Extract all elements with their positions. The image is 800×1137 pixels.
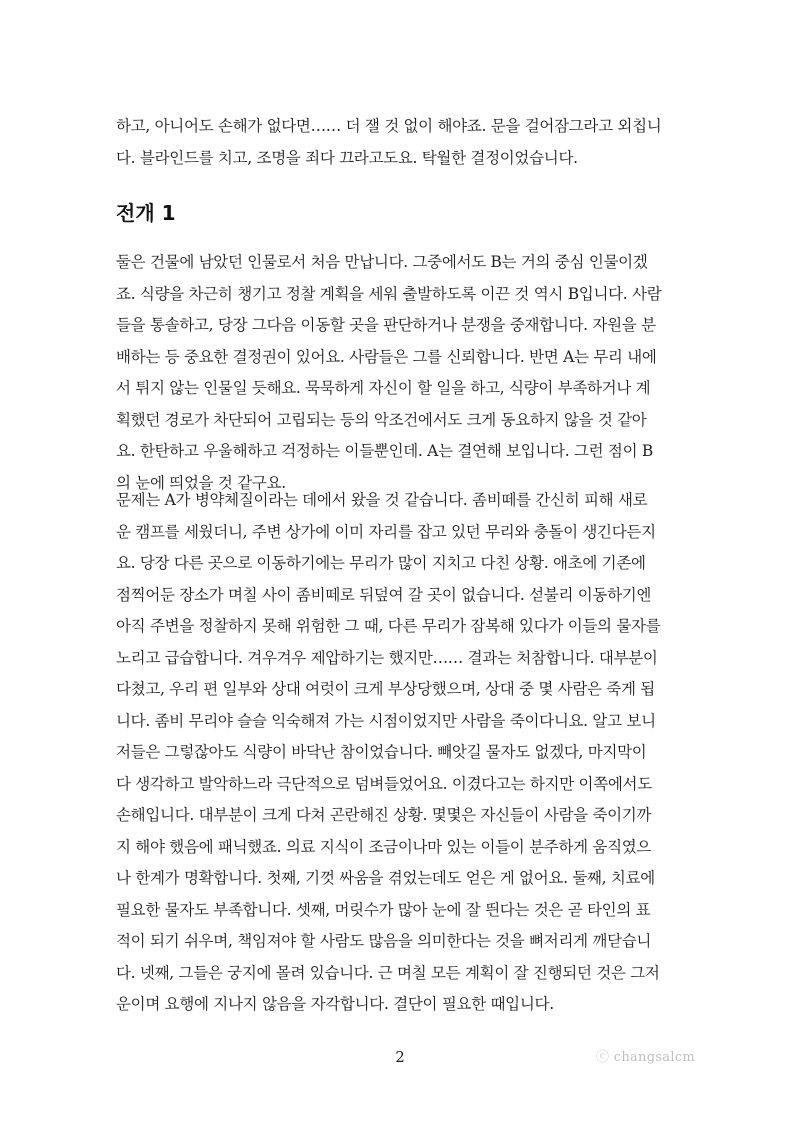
- paragraph-line: 서 튀지 않는 인물일 듯해요. 묵묵하게 자신이 할 일을 하고, 식량이 부족하거나 계: [116, 379, 651, 397]
- paragraph-line: 요. 당장 다른 곳으로 이동하기에는 무리가 많이 지치고 다친 상황. 애초에 기존에: [116, 554, 646, 572]
- paragraph-line: 필요한 물자도 부족합니다. 셋째, 머릿수가 많아 눈에 잘 띈다는 것은 곧 타인의 표: [116, 900, 651, 919]
- paragraph-line: 의 눈에 띄었을 것 같구요.: [116, 473, 286, 492]
- paragraph-line: 점찍어둔 장소가 며칠 사이 좀비떼로 뒤덮여 갈 곳이 없습니다. 섣불리 이동하기엔: [116, 585, 652, 604]
- paragraph-line: 손해입니다. 대부분이 크게 다쳐 곤란해진 상황. 몇몇은 자신들이 사람을 죽이기까: [116, 806, 652, 824]
- paragraph-line: 운 캠프를 세웠더니, 주변 상가에 이미 자리를 잡고 있던 무리와 충돌이 생긴다든지: [116, 522, 656, 541]
- section-heading: 전개 1: [116, 201, 176, 225]
- paragraph-line: 노리고 급습합니다. 겨우겨우 제압하기는 했지만…… 결과는 처참합니다. 대부분이: [116, 648, 658, 667]
- paragraph-line: 다. 블라인드를 치고, 조명을 죄다 끄라고도요. 탁월한 결정이었습니다.: [116, 148, 578, 167]
- paragraph-line: 지 해야 했음에 패닉했죠. 의료 지식이 조금이나마 있는 이들이 분주하게 움직였으: [116, 837, 652, 856]
- paragraph-line: 다 생각하고 발악하느라 극단적으로 덤벼들었어요. 이겼다고는 하지만 이쪽에서도: [116, 774, 652, 793]
- paragraph-1: [116, 247, 686, 499]
- paragraph-line: 아직 주변을 정찰하지 못해 위험한 그 때, 다른 무리가 잠복해 있다가 이들의 물자를: [116, 617, 661, 635]
- intro-paragraph: [116, 111, 686, 174]
- paragraph-2: [116, 485, 686, 1021]
- paragraph-line: 저들은 그렇잖아도 식량이 바닥난 참이었습니다. 빼앗길 물자도 없겠다, 마지막이: [116, 743, 647, 761]
- paragraph-line: 죠. 식량을 차근히 챙기고 정찰 계획을 세워 출발하도록 이끈 것 역시 B입니다. 사람: [116, 284, 662, 303]
- paragraph-line: 배하는 등 중요한 결정권이 있어요. 사람들은 그를 신뢰합니다. 반면 A는 무리 내에: [116, 347, 657, 366]
- paragraph-line: 다. 넷째, 그들은 궁지에 몰려 있습니다. 근 며칠 모든 계획이 잘 진행되던 것은 그저: [116, 963, 660, 982]
- paragraph-line: 운이며 요행에 지나지 않음을 자각합니다. 결단이 필요한 때입니다.: [116, 995, 554, 1013]
- paragraph-line: 적이 되기 쉬우며, 책임져야 할 사람도 많음을 의미한다는 것을 뼈저리게 깨닫습니: [116, 932, 652, 950]
- paragraph-line: 들을 통솔하고, 당장 그다음 이동할 곳을 판단하거나 분쟁을 중재합니다. 자원을 분: [116, 316, 656, 334]
- page-number: 2: [395, 1048, 405, 1066]
- paragraph-line: 요. 한탄하고 우울해하고 걱정하는 이들뿐인데. A는 결연해 보입니다. 그런 점이 B: [116, 442, 654, 460]
- paragraph-line: 다쳤고, 우리 편 일부와 상대 여럿이 크게 부상당했으며, 상대 중 몇 사람은 죽게 됩: [116, 680, 655, 698]
- copyright-watermark: ⓒ changsalcm: [596, 1050, 696, 1065]
- paragraph-line: 둘은 건물에 남았던 인물로서 처음 만납니다. 그중에서도 B는 거의 중심 인물이겠: [116, 253, 648, 271]
- paragraph-line: 나 한계가 명확합니다. 첫째, 기껏 싸움을 겪었는데도 얻은 게 없어요. 둘째, 치료에: [116, 869, 655, 887]
- paragraph-line: 문제는 A가 병약체질이라는 데에서 왔을 것 같습니다. 좀비떼를 간신히 피해 새로: [116, 491, 648, 509]
- paragraph-line: 획했던 경로가 차단되어 고립되는 등의 악조건에서도 크게 동요하지 않을 것 같아: [116, 410, 647, 429]
- paragraph-line: 니다. 좀비 무리야 슬슬 익숙해져 가는 시점이었지만 사람을 죽이다니요. 알고 보니: [116, 711, 656, 730]
- paragraph-line: 하고, 아니어도 손해가 없다면…… 더 잴 것 없이 해야죠. 문을 걸어잠그라고 외칩니: [116, 117, 662, 135]
